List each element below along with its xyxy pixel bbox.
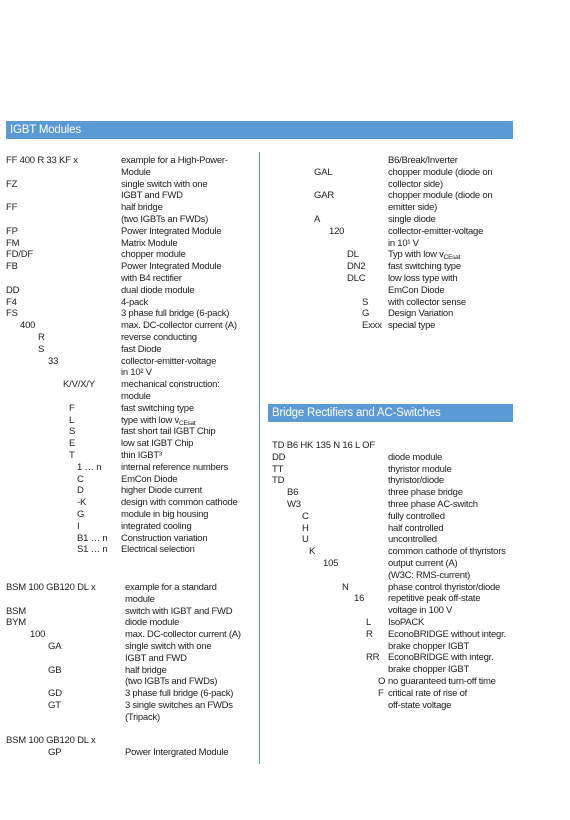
description-text: EconoBRIDGE with integr. — [388, 652, 494, 664]
description-text: half controlled — [388, 522, 444, 534]
code-description — [121, 155, 228, 167]
code-description — [121, 497, 238, 509]
code-description — [388, 558, 457, 570]
code-label: 400 — [20, 320, 36, 332]
description-text: uncontrolled — [388, 534, 437, 546]
code-description — [121, 391, 151, 403]
description-text: IGBT and FWD — [125, 652, 187, 664]
description-text: Power Integrated Module — [121, 261, 222, 273]
code-label: N — [342, 581, 349, 593]
code-description — [388, 664, 469, 676]
code-label: BSM — [6, 605, 26, 617]
description-text: design with common cathode — [121, 497, 238, 509]
description-subscript: CEsat — [443, 254, 461, 262]
code-label: DN2 — [347, 261, 366, 273]
description-text: higher Diode current — [121, 485, 203, 497]
code-label: FF 400 R 33 KF x — [6, 155, 78, 166]
code-description — [121, 438, 193, 450]
description-text: special type — [388, 320, 436, 332]
description-text: EmCon Diode — [388, 284, 445, 296]
code-label: 33 — [48, 355, 59, 367]
code-description — [121, 379, 220, 391]
code-label: I — [77, 520, 80, 532]
description-text: in 10² V — [121, 367, 152, 379]
code-description — [121, 332, 197, 344]
description-text: 3 phase full bridge (6-pack) — [125, 688, 234, 700]
code-label: S — [69, 426, 76, 438]
code-description — [125, 606, 232, 618]
code-label: TD — [272, 475, 285, 487]
code-label: RR — [366, 652, 380, 664]
code-label: FB — [6, 261, 18, 273]
description-text: brake chopper IGBT — [388, 664, 470, 676]
code-label: GA — [48, 640, 62, 652]
description-text: diode module — [388, 451, 443, 463]
description-subscript: CEsat — [179, 419, 196, 427]
code-description — [121, 214, 208, 226]
description-text: module — [121, 390, 151, 402]
code-description — [125, 617, 179, 629]
code-description — [388, 688, 467, 700]
code-label: W3 — [287, 498, 301, 510]
code-label: R — [38, 331, 45, 343]
code-label: 1 … n — [77, 461, 102, 473]
code-description — [121, 190, 183, 202]
code-label: B6 — [287, 487, 299, 499]
code-description — [121, 238, 177, 250]
code-description — [388, 273, 457, 285]
description-text: (two IGBTs an FWDs) — [121, 213, 209, 225]
description-text: module — [125, 593, 155, 605]
description-text: example for a standard — [125, 582, 217, 593]
code-label: H — [302, 522, 309, 534]
code-description — [388, 523, 443, 535]
code-description — [388, 582, 500, 594]
code-label: O — [378, 675, 386, 687]
code-label: L — [366, 616, 372, 628]
code-description — [388, 546, 506, 558]
code-label: FS — [6, 308, 18, 320]
description-text: critical rate of rise of — [388, 687, 467, 699]
description-text: chopper module (diode on — [388, 166, 493, 178]
code-description — [121, 450, 162, 462]
code-description — [125, 594, 155, 606]
description-text: IGBT and FWD — [121, 190, 183, 202]
code-label: GB — [48, 664, 62, 676]
code-label: FD/DF — [6, 249, 33, 261]
code-description — [121, 344, 161, 356]
description-text: type with low v — [121, 414, 180, 426]
code-description — [388, 261, 461, 273]
code-description — [121, 509, 208, 521]
code-description — [121, 462, 228, 474]
description-text: emitter side) — [388, 202, 438, 214]
description-text: switch with IGBT and FWD — [125, 605, 233, 617]
description-text: Matrix Module — [121, 237, 178, 249]
code-label: GD — [48, 688, 62, 700]
description-text: voltage in 100 V — [388, 605, 453, 617]
description-text: Module — [121, 166, 151, 178]
igbt-modules-heading: IGBT Modules — [6, 121, 513, 139]
code-description — [125, 629, 241, 641]
code-description — [388, 190, 492, 202]
code-description — [388, 499, 478, 511]
code-label: 105 — [323, 557, 339, 569]
code-description — [121, 167, 151, 179]
code-label: GAL — [314, 166, 333, 178]
description-text: Power Intergrated Module — [125, 747, 229, 759]
description-text: thin IGBT³ — [121, 449, 162, 461]
code-description — [121, 426, 215, 438]
description-text: Electrical selection — [121, 544, 195, 556]
code-label: U — [302, 534, 309, 546]
code-label: TD B6 HK 135 N 16 L OF — [272, 440, 375, 451]
code-description — [388, 700, 451, 712]
code-label: B1 … n — [77, 532, 108, 544]
code-description — [121, 308, 229, 320]
description-text: chopper module (diode on — [388, 190, 493, 202]
code-description — [121, 485, 202, 497]
code-description — [121, 367, 152, 379]
code-description — [388, 214, 436, 226]
code-description — [121, 273, 182, 285]
code-label: K — [309, 546, 316, 558]
code-description — [388, 511, 445, 523]
code-label: L — [69, 414, 75, 426]
description-text: max. DC-collector current (A) — [121, 320, 237, 332]
description-text: diode module — [125, 617, 180, 629]
description-text: integrated cooling — [121, 520, 192, 532]
description-text: fully controlled — [388, 510, 445, 522]
description-text: collector-emitter-voltage — [388, 225, 484, 237]
description-text: with B4 rectifier — [121, 272, 182, 284]
code-description — [388, 308, 453, 320]
description-text: B6/Break/Inverter — [388, 155, 458, 166]
code-label: -K — [77, 497, 87, 509]
code-label: G — [77, 508, 85, 520]
description-text: low loss type with — [388, 272, 458, 284]
description-text: collector side) — [388, 178, 443, 190]
code-label: T — [69, 449, 75, 461]
description-text: half bridge — [125, 664, 167, 676]
code-label: FZ — [6, 178, 18, 190]
code-description — [121, 521, 192, 533]
code-label: F — [69, 402, 75, 414]
code-description — [388, 605, 452, 617]
code-label: GT — [48, 699, 61, 711]
code-description — [388, 487, 463, 499]
code-description — [121, 320, 237, 332]
code-label: A — [314, 213, 321, 225]
code-label: FF — [6, 202, 18, 214]
description-text: module in big housing — [121, 508, 209, 520]
code-description — [388, 464, 452, 476]
code-label: DD — [272, 451, 286, 463]
description-text: Construction variation — [121, 532, 208, 544]
code-description — [388, 617, 424, 629]
code-label: E — [69, 438, 76, 450]
description-text: three phase bridge — [388, 487, 463, 499]
description-text: Design Variation — [388, 308, 454, 320]
code-label: 120 — [329, 225, 345, 237]
description-text: EconoBRIDGE without integr. — [388, 628, 506, 640]
code-description — [121, 202, 163, 214]
code-label: FP — [6, 225, 18, 237]
code-description — [388, 297, 466, 309]
code-description — [121, 544, 195, 556]
description-text: repetitive peak off-state — [388, 593, 481, 605]
description-text: single switch with one — [121, 178, 208, 190]
description-text: in 10¹ V — [388, 237, 419, 249]
description-text: off-state voltage — [388, 699, 452, 711]
description-text: fast switching type — [388, 261, 461, 273]
description-text: common cathode of thyristors — [388, 546, 506, 558]
column-divider — [259, 152, 260, 764]
code-description — [388, 320, 435, 332]
description-text: no guaranteed turn-off time — [388, 675, 496, 687]
code-label: GP — [48, 747, 62, 759]
description-text: chopper module — [121, 249, 186, 261]
code-label: DLC — [347, 272, 366, 284]
description-text: Typ with low v — [388, 249, 444, 261]
description-text: low sat IGBT Chip — [121, 438, 194, 450]
description-text: dual diode module — [121, 284, 195, 296]
description-text: 4-pack — [121, 296, 149, 308]
code-label: R — [366, 628, 373, 640]
description-text: with collector sense — [388, 296, 466, 308]
bridge-rectifiers-heading: Bridge Rectifiers and AC-Switches — [268, 404, 513, 422]
code-description — [388, 570, 470, 582]
description-text: (two IGBTs and FWDs) — [125, 676, 218, 688]
code-description — [121, 356, 216, 368]
code-description — [121, 179, 207, 191]
description-text: example for a High-Power- — [121, 155, 228, 166]
code-description — [125, 582, 217, 594]
code-description — [388, 475, 444, 487]
code-description — [388, 593, 480, 605]
description-text: output current (A) — [388, 557, 458, 569]
code-label: BYM — [6, 617, 26, 629]
code-description — [388, 202, 437, 214]
code-label: BSM 100 GB120 DL x — [6, 582, 96, 593]
description-text: single switch with one — [125, 640, 212, 652]
code-description — [121, 403, 194, 415]
code-label: S1 … n — [77, 544, 108, 556]
code-label: D — [77, 485, 84, 497]
code-description — [121, 261, 221, 273]
code-description — [125, 665, 167, 677]
code-label: DL — [347, 249, 359, 261]
code-description — [388, 238, 419, 250]
code-label: C — [302, 510, 309, 522]
code-description — [388, 534, 437, 546]
code-description — [388, 452, 442, 464]
code-description — [121, 474, 177, 486]
description-text: half bridge — [121, 202, 163, 214]
code-label: K/V/X/Y — [63, 379, 95, 391]
code-label: 100 — [30, 629, 46, 641]
code-description — [125, 653, 187, 665]
code-description — [121, 533, 207, 545]
code-description — [125, 712, 160, 724]
code-description — [125, 688, 233, 700]
code-label: C — [77, 473, 84, 485]
description-text: reverse conducting — [121, 331, 197, 343]
code-label: S — [38, 343, 45, 355]
description-text: collector-emitter-voltage — [121, 355, 217, 367]
description-text: (Tripack) — [125, 711, 160, 723]
description-text: (W3C: RMS-current) — [388, 569, 471, 581]
description-text: fast Diode — [121, 343, 162, 355]
code-description — [388, 285, 444, 297]
code-description — [388, 167, 492, 179]
code-description — [388, 155, 458, 167]
description-text: three phase AC-switch — [388, 498, 478, 510]
code-description — [121, 285, 194, 297]
description-text: mechanical construction: — [121, 379, 220, 391]
code-label: GAR — [314, 190, 334, 202]
description-text: IsoPACK — [388, 616, 425, 628]
code-label: TT — [272, 463, 284, 475]
code-description — [121, 226, 221, 238]
code-label: F — [378, 687, 384, 699]
code-label: BSM 100 GB120 DL x — [6, 735, 96, 747]
description-text: fast short tail IGBT Chip — [121, 426, 216, 438]
code-description — [388, 676, 496, 688]
description-text: Power Integrated Module — [121, 225, 222, 237]
code-label: 16 — [354, 593, 365, 605]
description-text: single diode — [388, 213, 436, 225]
description-text: 3 single switches an FWDs — [125, 699, 233, 711]
description-text: fast switching type — [121, 402, 194, 414]
code-description — [125, 641, 211, 653]
description-text: thyristor module — [388, 463, 452, 475]
description-text: phase control thyristor/diode — [388, 581, 501, 593]
code-description — [125, 700, 233, 712]
description-text: 3 phase full bridge (6-pack) — [121, 308, 230, 320]
description-text: EmCon Diode — [121, 473, 178, 485]
code-description — [121, 297, 148, 309]
code-description — [388, 629, 506, 641]
code-label: F4 — [6, 296, 17, 308]
description-text: brake chopper IGBT — [388, 640, 470, 652]
code-label: S — [362, 296, 369, 308]
code-label: G — [362, 308, 370, 320]
description-text: internal reference numbers — [121, 461, 229, 473]
code-label: DD — [6, 284, 20, 296]
description-text: max. DC-collector current (A) — [125, 629, 241, 641]
code-label: Exxx — [362, 320, 382, 332]
code-description — [125, 747, 228, 759]
code-description — [388, 179, 443, 191]
code-label: FM — [6, 237, 20, 249]
code-description — [121, 249, 186, 261]
code-description — [388, 226, 483, 238]
description-text: thyristor/diode — [388, 475, 444, 487]
code-description — [125, 676, 217, 688]
code-description — [388, 652, 493, 664]
code-description — [388, 641, 469, 653]
